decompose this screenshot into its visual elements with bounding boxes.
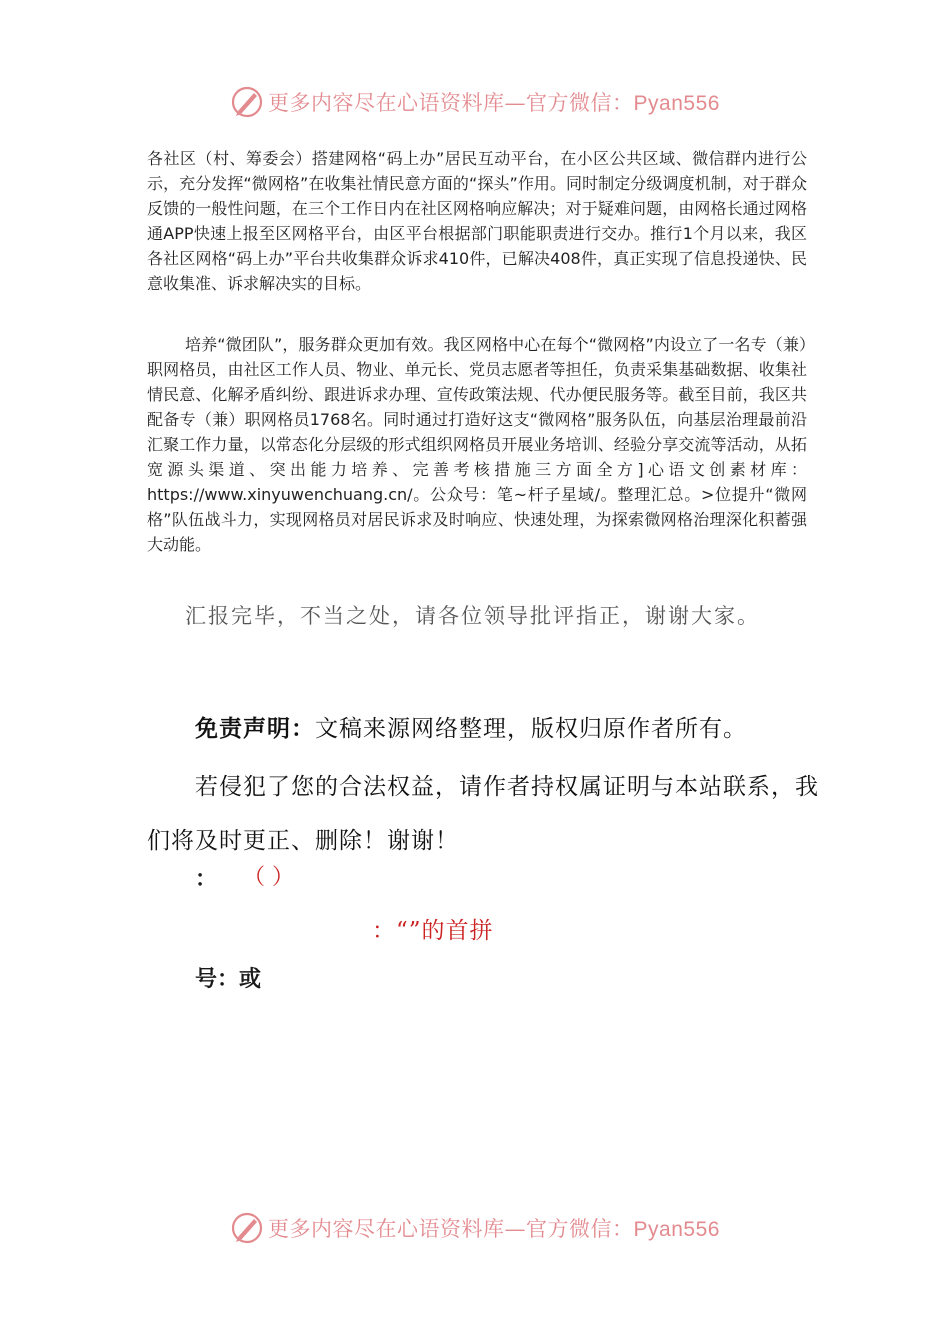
pen-logo-icon <box>230 1211 264 1245</box>
header-banner <box>0 82 950 122</box>
footer-banner-text: 更多内容尽在心语资料库—官方微信：Pyan556 <box>268 1217 720 1241</box>
paragraph-2: 培养“微团队”，服务群众更加有效。我区网格中心在每个“微网格”内设立了一名专（兼）职网格员，由社区工作人员、物业、单元长、党员志愿者等担任，负责采集基础数据、收集社情民意、化解矛盾纠纷、跟进诉求办理、宣传政策法规、代办便民服务等。截至目前，我区共配备专（兼）职网格员1768名。同时通过打造好这支“微网格”服务队伍，向基层治理最前沿汇聚工作力量，以常态化分层级的形式组织网格员开展业务培训、经验分享交流等活动，从拓宽源头渠道、突出能力培养、完善考核措施三方面全方]心语文创素材库：https://www.xinyuwenchuang.cn/。公众号：笔~杆子星域/。整理汇总。>位提升“微网格”队伍战斗力，实现网格员对居民诉求及时响应、快速处理，为探索微网格治理深化积蓄强大动能。 <box>147 335 807 554</box>
footer-banner <box>0 1208 950 1248</box>
paragraph-1: 各社区（村、筹委会）搭建网格“码上办”居民互动平台，在小区公共区域、微信群内进行公示，充分发挥“微网格”在收集社情民意方面的“探头”作用。同时制定分级调度机制，对于群众反馈的一般性问题，在三个工作日内在社区网格响应解决；对于疑难问题，由网格长通过网格通APP快速上报至区网格平台，由区平台根据部门职能职责进行交办。推行1个月以来，我区各社区网格“码上办”平台共收集群众诉求410件，已解决408件，真正实现了信息投递快、民意收集准、诉求解决实的目标。 <box>147 149 807 293</box>
disclaimer-line-1 <box>195 710 747 743</box>
header-banner-text: 更多内容尽在心语资料库—官方微信：Pyan556 <box>268 91 720 115</box>
disclaimer-text-1: 文稿来源网络整理，版权归原作者所有。 <box>315 716 747 742</box>
disclaimer-line-2: 若侵犯了您的合法权益，请作者持权属证明与本站联系，我们将及时更正、删除！谢谢！ <box>147 774 819 854</box>
fragment-hao: 号：或 <box>195 967 262 992</box>
fragment-red-line: ：“”的首拼 <box>372 918 494 944</box>
closing-remark: 汇报完毕，不当之处，请各位领导批评指正，谢谢大家。 <box>185 604 760 628</box>
fragment-paren: （ ） <box>243 865 294 890</box>
pen-logo-icon <box>230 85 264 119</box>
disclaimer-label: 免责声明： <box>195 716 315 742</box>
fragment-colon: ： <box>195 867 218 892</box>
